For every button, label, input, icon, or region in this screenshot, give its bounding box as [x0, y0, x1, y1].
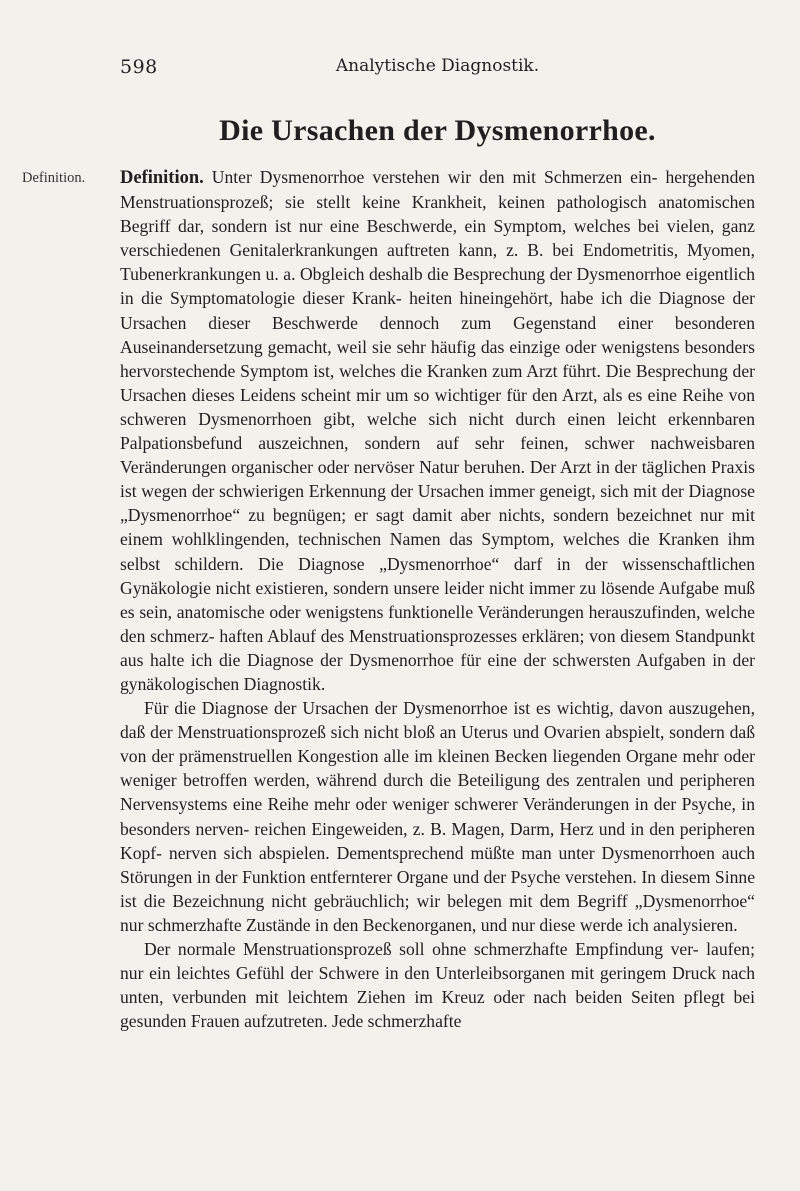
page-number: 598: [120, 56, 158, 78]
paragraph: [120, 937, 755, 1033]
section-title: Die Ursachen der Dysmenorrhoe.: [219, 114, 656, 147]
paragraph-text: Unter Dysmenorrhoe verstehen wir den mit Schmerzen ein- hergehenden Menstruationsprozeß; sie stellt keine Krankheit, keinen pathologisch anatomischen Begriff dar, sondern ist nur eine Beschwerde, ein Symptom, welches bei vielen, ganz verschiedenen Genitalerkrankungen auftreten kann, z. B. bei Endometritis, Myomen, Tubenerkrankungen u. a. Obgleich deshalb die Besprechung der Dysmenorrhoe eigentlich in die Symptomatologie dieser Krank- heiten hineingehört, habe ich die Diagnose der Ursachen dieser Beschwerde dennoch zum Gegenstand einer besonderen Auseinandersetzung gemacht, weil sie sehr häufig das einzige oder wenigstens besonders hervorstechende Symptom ist, welches die Kranken zum Arzt führt. Die Besprechung der Ursachen dieses Leidens scheint mir um so wichtiger für den Arzt, als es eine Reihe von schweren Dysmenorrhoen gibt, welche sich nicht durch einen leicht erkennbaren Palpationsbefund auszeichnen, sondern auf sehr feinen, schwer nachweisbaren Veränderungen organischer oder nervöser Natur beruhen. Der Arzt in der täglichen Praxis ist wegen der schwierigen Erkennung der Ursachen immer geneigt, sich mit der Diagnose „Dysmenorrhoe“ zu begnügen; er sagt damit aber nichts, sondern bezeichnet nur mit einem wohlklingenden, technischen Namen das Symptom, welches die Kranken ihm selbst schildern. Die Diagnose „Dysmenorrhoe“ darf in der wissenschaftlichen Gynäkologie nicht existieren, sondern unsere leider nicht immer zu lösende Aufgabe muß es sein, anatomische oder wenigstens funktionelle Veränderungen herauszufinden, welche den schmerz- haften Ablauf des Menstruationsprozesses erklären; von diesem Standpunkt aus halte ich die Diagnose der Dysmenorrhoe für eine der schwersten Aufgaben in der gynäkologischen Diagnostik.: [120, 167, 755, 694]
paragraph-text: Der normale Menstruationsprozeß soll ohne schmerzhafte Empfindung ver- laufen; nur ein leichtes Gefühl der Schwere in den Unterleibsorganen mit geringem Druck nach unten, verbunden mit leichtem Ziehen im Kreuz oder nach beiden Seiten pflegt bei gesunden Frauen aufzutreten. Jede schmerzhafte: [120, 939, 755, 1032]
paragraph-text: Für die Diagnose der Ursachen der Dysmenorrhoe ist es wichtig, davon auszugehen, daß der Menstruationsprozeß sich nicht bloß an Uterus und Ovarien abspielt, sondern daß von der prämenstruellen Kongestion alle im kleinen Becken liegenden Organe mehr oder weniger betroffen werden, während durch die Beteiligung des zentralen und peripheren Nervensystems eine Reihe mehr oder weniger schwerer Veränderungen in der Psyche, in besonders nerven- reichen Eingeweiden, z. B. Magen, Darm, Herz und in den peripheren Kopf- nerven sich abspielen. Dementsprechend müßte man unter Dysmenorrhoen auch Störungen in der Funktion entfernterer Organe und der Psyche verstehen. In diesem Sinne ist die Bezeichnung nicht gebräuchlich; wir belegen mit dem Begriff „Dysmenorrhoe“ nur schmerzhafte Zustände in den Beckenorganen, und nur diese werde ich analysieren.: [120, 698, 755, 935]
running-head: Analytische Diagnostik.: [335, 56, 540, 76]
paragraph-lead: Definition.: [120, 168, 204, 188]
paragraph: [120, 696, 755, 937]
paragraph: [120, 165, 755, 696]
page-header: [120, 56, 755, 82]
margin-note: Definition.: [22, 170, 86, 186]
body-text: [120, 165, 755, 1033]
